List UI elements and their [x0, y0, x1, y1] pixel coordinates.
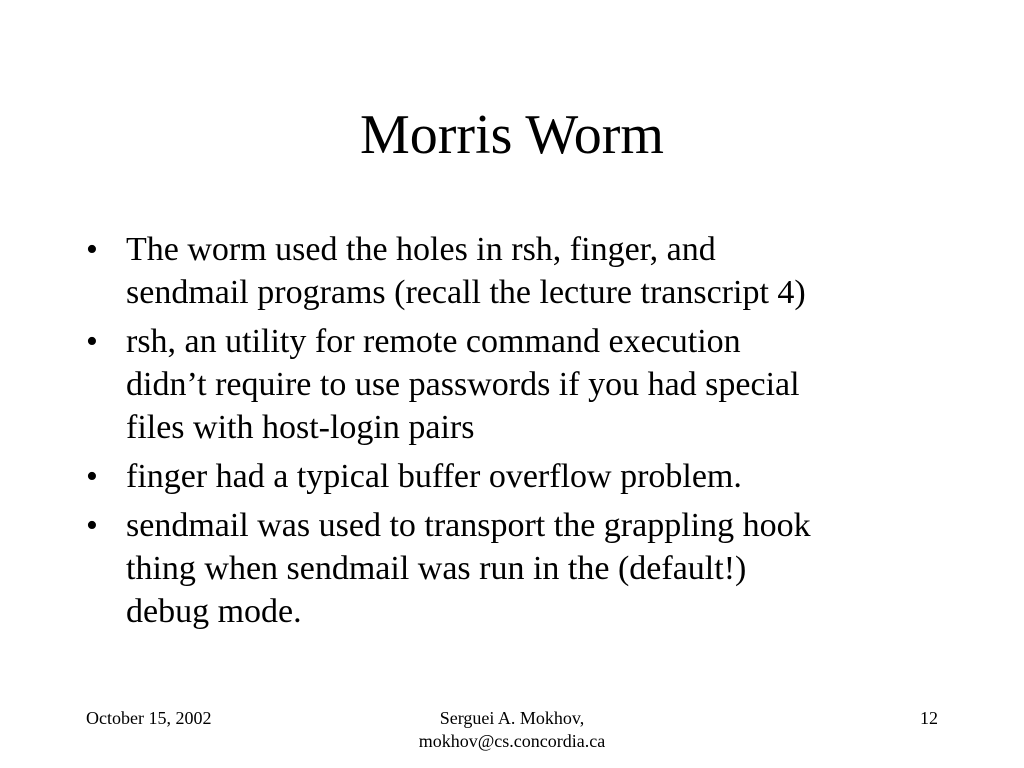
bullet-line: sendmail programs (recall the lecture transcript 4) [126, 274, 806, 311]
bullet-text [126, 320, 946, 449]
bullet-item [86, 320, 946, 449]
bullet-text [126, 504, 946, 633]
bullet-icon: • [86, 507, 98, 544]
bullet-list [86, 228, 946, 639]
bullet-line: finger had a typical buffer overflow problem. [126, 458, 742, 495]
bullet-line: debug mode. [126, 593, 302, 630]
footer-date: October 15, 2002 [86, 708, 212, 728]
bullet-line: didn’t require to use passwords if you had special [126, 366, 800, 403]
bullet-line: The worm used the holes in rsh, finger, and [126, 231, 716, 268]
bullet-item [86, 504, 946, 633]
footer-author-email: mokhov@cs.concordia.ca [418, 731, 606, 751]
bullet-line: files with host-login pairs [126, 409, 475, 446]
bullet-line: rsh, an utility for remote command execution [126, 323, 741, 360]
bullet-text [126, 455, 946, 498]
bullet-icon: • [86, 458, 98, 495]
bullet-icon: • [86, 323, 98, 360]
footer-page-number: 12 [920, 708, 938, 728]
bullet-icon: • [86, 231, 98, 268]
bullet-item [86, 455, 946, 498]
footer-author [0, 707, 1024, 753]
bullet-line: sendmail was used to transport the grappling hook [126, 507, 811, 544]
bullet-item [86, 228, 946, 314]
bullet-text [126, 228, 946, 314]
footer-author-name: Serguei A. Mokhov, [439, 708, 585, 728]
bullet-line: thing when sendmail was run in the (default!) [126, 550, 747, 587]
slide-title: Morris Worm [359, 104, 664, 166]
